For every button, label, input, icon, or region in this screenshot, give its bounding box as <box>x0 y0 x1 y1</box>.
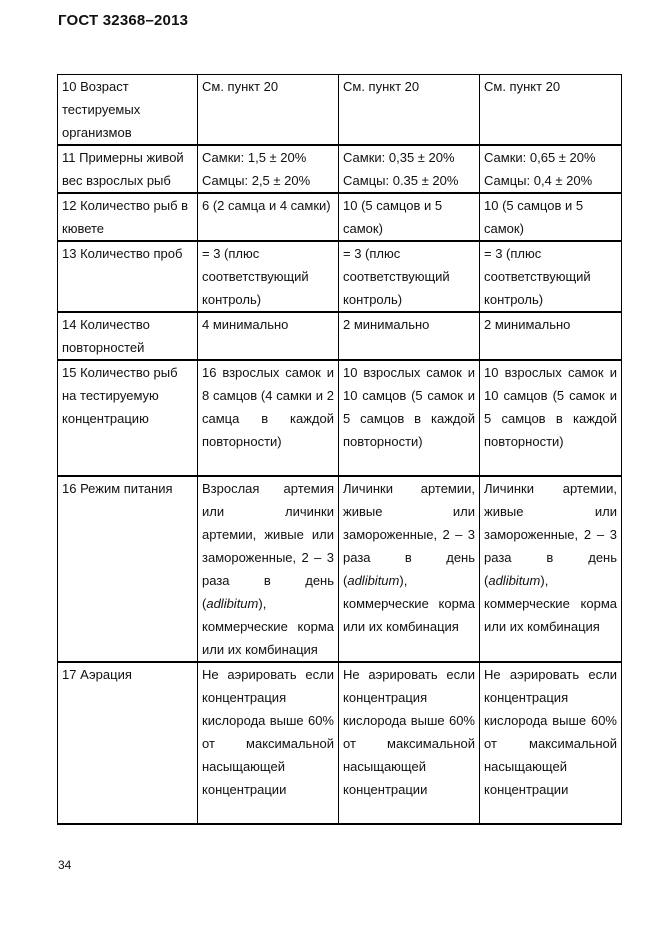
param-cell: 13 Количество проб <box>58 241 198 312</box>
param-cell: 10 Возраст тестируемых организмов <box>58 75 198 146</box>
value-cell: 10 (5 самцов и 5 самок) <box>480 193 622 241</box>
latin-term: adlibitum <box>206 596 259 611</box>
table-row <box>58 360 622 476</box>
table-row <box>58 193 622 241</box>
value-cell: См. пункт 20 <box>480 75 622 146</box>
cell-text: ), коммерческие корма или их комбинация <box>202 596 334 657</box>
value-cell: Не аэрировать если концентрация кислорода выше 60% от максимальной насыщающей концентрации <box>480 662 622 824</box>
value-cell: 2 минимально <box>339 312 480 360</box>
value-cell: = 3 (плюс соответствующий контроль) <box>339 241 480 312</box>
param-cell: 14 Количество повторностей <box>58 312 198 360</box>
param-cell: 17 Аэрация <box>58 662 198 824</box>
table-row <box>58 241 622 312</box>
value-cell <box>480 476 622 662</box>
value-cell: Самки: 0,35 ± 20% Самцы: 0.35 ± 20% <box>339 145 480 193</box>
value-cell: 10 (5 самцов и 5 самок) <box>339 193 480 241</box>
value-cell: 4 минимально <box>198 312 339 360</box>
cell-text: Личинки артемии, живые или замороженные, 2 – 3 раза в день ( <box>484 481 617 588</box>
page-number: 34 <box>58 858 72 872</box>
value-cell <box>339 476 480 662</box>
value-cell: См. пункт 20 <box>339 75 480 146</box>
latin-term: adlibitum <box>488 573 541 588</box>
cell-text: Взрослая артемия или личинки артемии, живые или замороженные, 2 – 3 раза в день ( <box>202 481 334 611</box>
cell-text: ), коммерческие корма или их комбинация <box>484 573 617 634</box>
table-row <box>58 476 622 662</box>
value-cell: 16 взрослых самок и 8 самцов (4 самки и 2 самца в каждой повторности) <box>198 360 339 476</box>
value-cell: Не аэрировать если концентрация кислорода выше 60% от максимальной насыщающей концентрации <box>339 662 480 824</box>
value-cell: Не аэрировать если концентрация кислорода выше 60% от максимальной насыщающей концентрации <box>198 662 339 824</box>
latin-term: adlibitum <box>347 573 400 588</box>
document-header: ГОСТ 32368–2013 <box>58 12 189 29</box>
table-row <box>58 662 622 824</box>
value-cell <box>198 476 339 662</box>
value-cell: См. пункт 20 <box>198 75 339 146</box>
value-cell: Самки: 0,65 ± 20% Самцы: 0,4 ± 20% <box>480 145 622 193</box>
value-cell: = 3 (плюс соответствующий контроль) <box>480 241 622 312</box>
value-cell: 10 взрослых самок и 10 самцов (5 самок и 5 самцов в каждой повторности) <box>339 360 480 476</box>
table-row <box>58 145 622 193</box>
value-cell: = 3 (плюс соответствующий контроль) <box>198 241 339 312</box>
cell-text: ), коммерческие корма или их комбинация <box>343 573 475 634</box>
test-conditions-table <box>57 74 622 825</box>
value-cell: Самки: 1,5 ± 20% Самцы: 2,5 ± 20% <box>198 145 339 193</box>
param-cell: 12 Количество рыб в кювете <box>58 193 198 241</box>
value-cell: 10 взрослых самок и 10 самцов (5 самок и 5 самцов в каждой повторности) <box>480 360 622 476</box>
table-row <box>58 312 622 360</box>
param-cell: 16 Режим питания <box>58 476 198 662</box>
cell-text: Личинки артемии, живые или замороженные, 2 – 3 раза в день ( <box>343 481 475 588</box>
table-row <box>58 75 622 146</box>
value-cell: 6 (2 самца и 4 самки) <box>198 193 339 241</box>
param-cell: 15 Количество рыб на тестируемую концентрацию <box>58 360 198 476</box>
value-cell: 2 минимально <box>480 312 622 360</box>
param-cell: 11 Примерны живой вес взрослых рыб <box>58 145 198 193</box>
